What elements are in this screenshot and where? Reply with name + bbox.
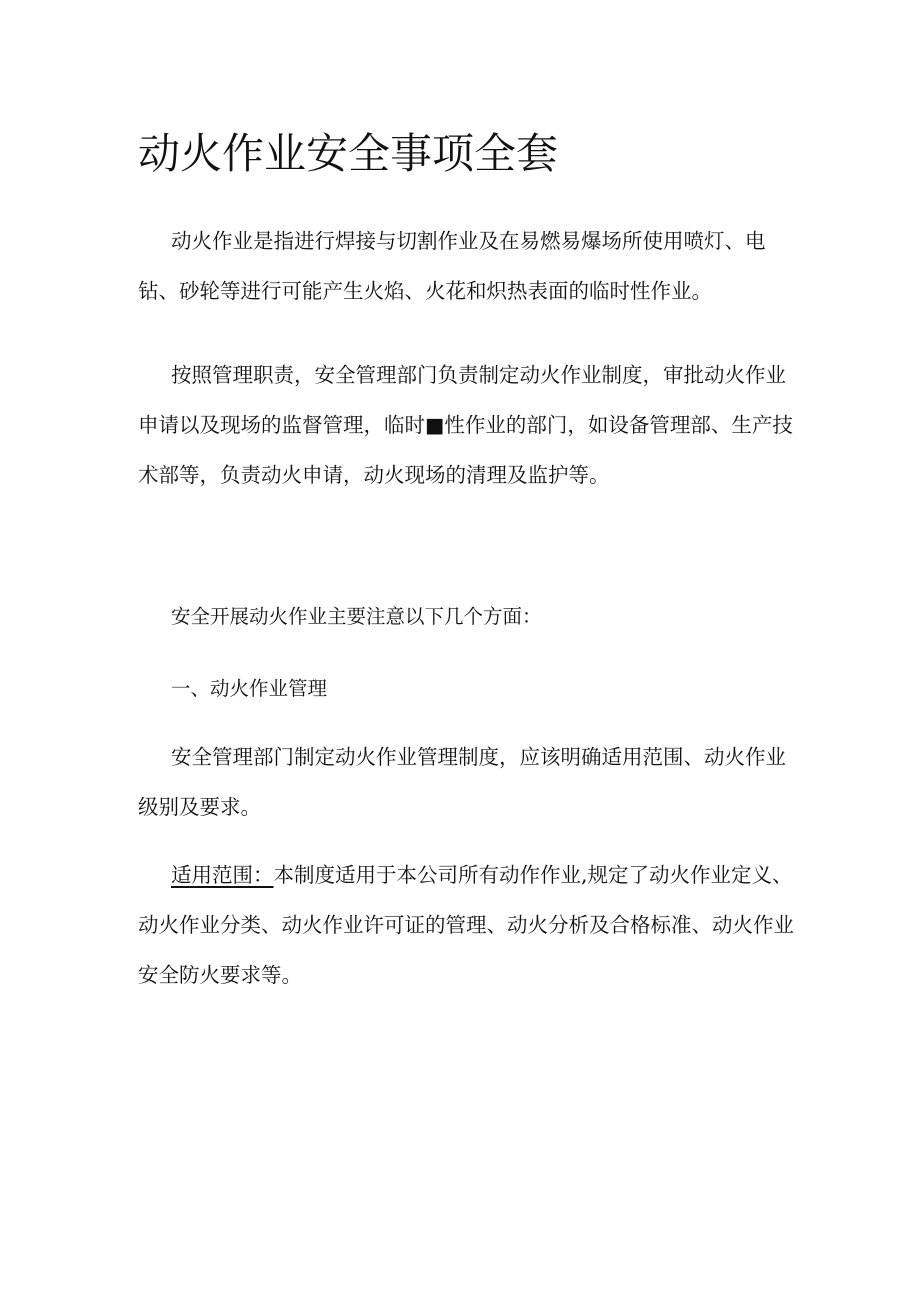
document-title: 动火作业安全事项全套 (138, 129, 559, 178)
scope-line-1 (138, 850, 793, 900)
scope-line-1-text: 本制度适用于本公司所有动作作业,规定了动火作业定义、 (273, 863, 793, 887)
section-1-heading: 一、动火作业管理 (171, 677, 328, 700)
scope-paragraph (138, 850, 794, 1000)
aspects-heading: 安全开展动火作业主要注意以下几个方面： (171, 605, 542, 628)
responsibility-line-2: 申请以及现场的监督管理，临时■性作业的部门，如设备管理部、生产技 (138, 413, 793, 437)
section-1-line-1: 安全管理部门制定动火作业管理制度，应该明确适用范围、动火作业 (171, 745, 786, 769)
responsibility-paragraph (138, 350, 793, 500)
scope-line-2: 动火作业分类、动火作业许可证的管理、动火分析及合格标准、动火作业 (138, 913, 794, 937)
intro-line-1: 动火作业是指进行焊接与切割作业及在易燃易爆场所使用喷灯、电 (171, 229, 766, 253)
section-1-line-2: 级别及要求。 (138, 795, 261, 819)
scope-label: 适用范围： (171, 863, 274, 887)
scope-line-3: 安全防火要求等。 (138, 963, 302, 987)
responsibility-line-3: 术部等，负责动火申请，动火现场的清理及监护等。 (138, 463, 610, 487)
intro-line-2: 钻、砂轮等进行可能产生火焰、火花和炽热表面的临时性作业。 (138, 279, 712, 303)
intro-paragraph (138, 216, 784, 316)
responsibility-line-1: 按照管理职责，安全管理部门负责制定动火作业制度，审批动火作业 (171, 363, 786, 387)
section-1-paragraph (138, 732, 784, 832)
